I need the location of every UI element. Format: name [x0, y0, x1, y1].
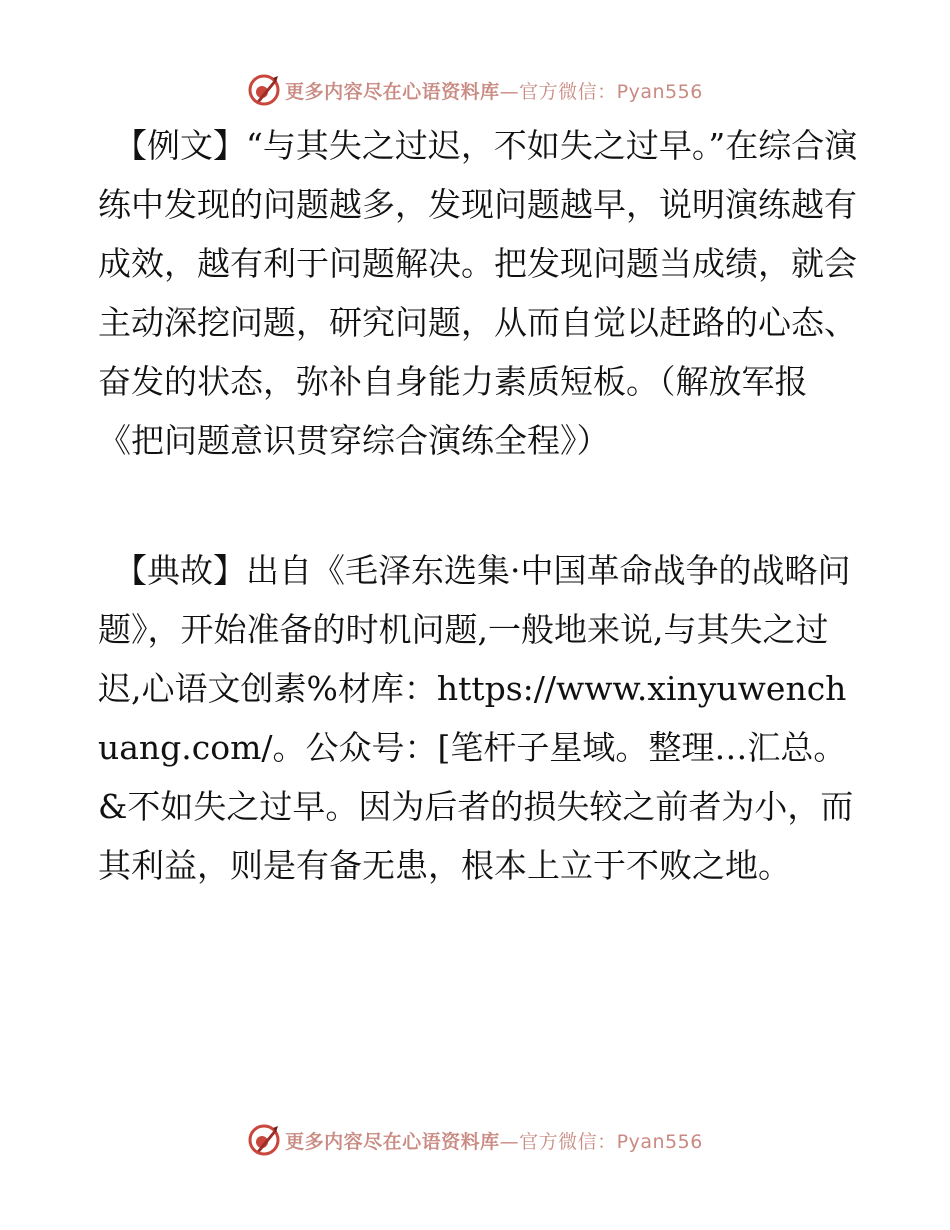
- header-banner-wechat: —官方微信：Pyan556: [499, 80, 703, 103]
- header-banner-text: [285, 77, 703, 104]
- footer-banner: [0, 1120, 950, 1160]
- footer-banner-text: [285, 1127, 703, 1154]
- footer-banner-wechat: —官方微信：Pyan556: [499, 1130, 703, 1153]
- header-banner: [0, 70, 950, 110]
- allusion-paragraph: 【典故】出自《毛泽东选集·中国革命战争的战略问题》，开始准备的时机问题,一般地来说,与其失之过迟,心语文创素%材库：https://www.xinyuwenchuang.com/。公众号：[笔杆子星域。整理…汇总。&不如失之过早。因为后者的损失较之前者为小，而其利益，则是有备无患，根本上立于不败之地。: [98, 551, 854, 885]
- example-paragraph: 【例文】“与其失之过迟，不如失之过早。”在综合演练中发现的问题越多，发现问题越早，说明演练越有成效，越有利于问题解决。把发现问题当成绩，就会主动深挖问题，研究问题，从而自觉以赶路的心态、奋发的状态，弥补自身能力素质短板。（解放军报《把问题意识贯穿综合演练全程》）: [98, 126, 858, 460]
- quill-pen-logo-icon: [247, 73, 281, 107]
- header-banner-main: 更多内容尽在心语资料库: [285, 80, 500, 103]
- quill-pen-logo-icon: [247, 1123, 281, 1157]
- footer-banner-main: 更多内容尽在心语资料库: [285, 1130, 500, 1153]
